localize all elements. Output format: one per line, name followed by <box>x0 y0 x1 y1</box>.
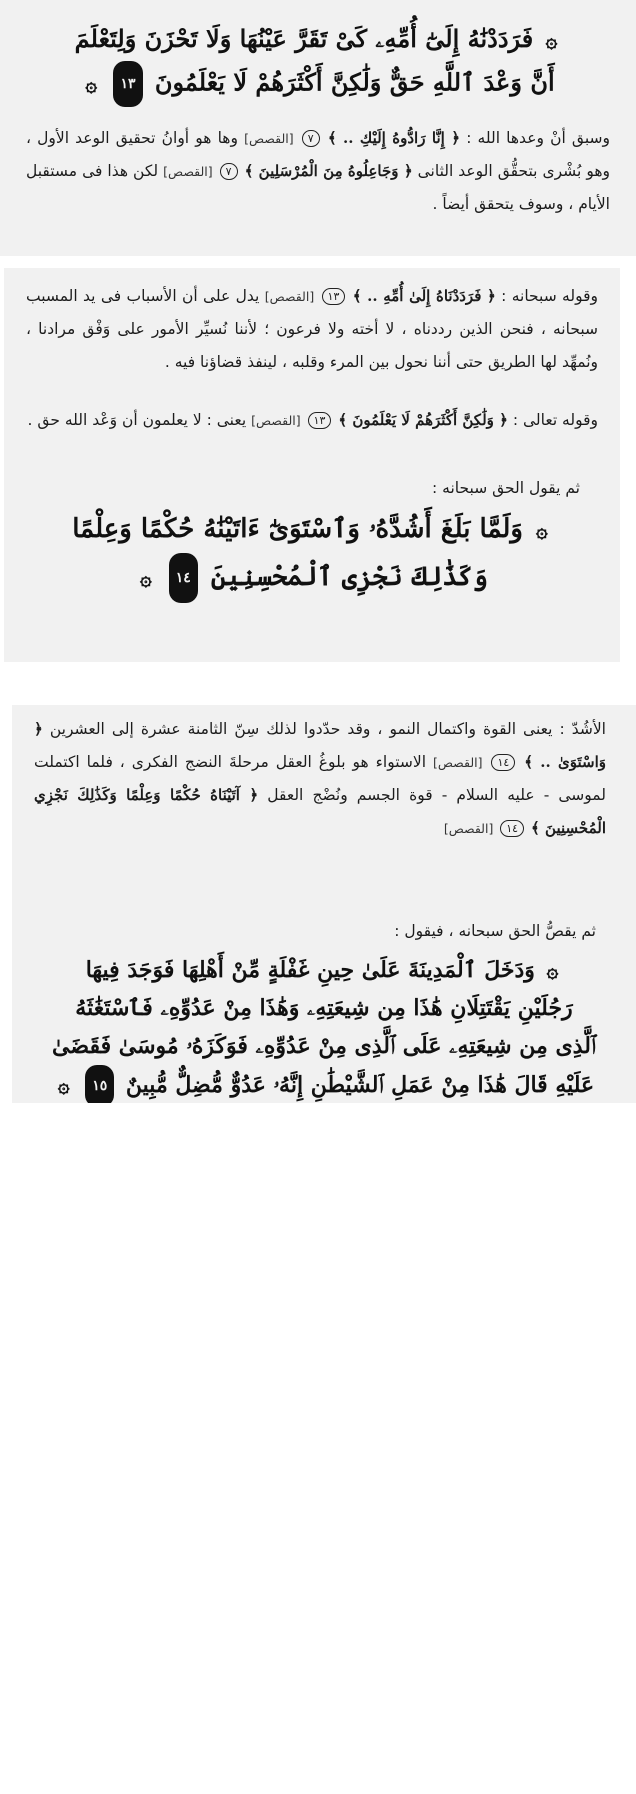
ayah-reference-number: ١٣ <box>308 412 332 429</box>
verse-line: رَجُلَيْنِ يَقْتَتِلَانِ هَٰذَا مِن شِيعَتِهِۦ وَهَٰذَا مِنْ عَدُوِّهِۦ فَٱسْتَغَٰثَهُ <box>75 995 573 1021</box>
verse-ornament-icon: ۞ <box>536 518 548 542</box>
quran-verse-14 <box>4 506 620 603</box>
commentary-paragraph <box>4 280 620 379</box>
ayah-reference-number: ٧ <box>220 163 238 180</box>
commentary-text: وقوله تعالى : <box>512 411 598 429</box>
quran-quote: ﴿ فَرَدَدْنَاهُ إِلَىٰ أُمِّهِ .. ﴾ <box>352 287 496 305</box>
ayah-number-badge: ١٣ <box>113 61 142 107</box>
commentary-text: الأشُدّ : يعنى القوة واكتمال النمو ، وقد حدّدوا لذلك سِنّ الثامنة عشرة إلى العشرين <box>49 720 606 738</box>
verse-line: وَلَمَّا بَلَغَ أَشُدَّهُۥ وَٱسْتَوَىٰٓ ءَاتَيْنَٰهُ حُكْمًا وَعِلْمًا <box>72 514 523 544</box>
commentary-text: وسبق أنْ وعدها الله : <box>466 129 610 147</box>
ayah-number-badge: ١٤ <box>169 553 198 603</box>
ayah-reference-number: ١٣ <box>322 288 346 305</box>
commentary-text: يعنى : لا يعلمون أن وَعْد الله حق . <box>27 411 247 429</box>
quran-quote: ﴿ وَاسْتَوَىٰ .. ﴾ <box>34 720 606 771</box>
verse-line: فَرَدَدْنَٰهُ إِلَىٰٓ أُمِّهِۦ كَىْ تَقَرَّ عَيْنُهَا وَلَا تَحْزَنَ وَلِتَعْلَمَ <box>74 24 534 53</box>
verse-ornament-icon: ۞ <box>545 28 558 52</box>
ayah-reference-number: ٧ <box>302 130 320 147</box>
quran-verse-15 <box>12 951 636 1103</box>
surah-reference: [القصص] <box>244 131 294 146</box>
commentary-paragraph <box>12 713 636 845</box>
commentary-text: الاستواء هو بلوغُ العقل مرحلةَ النضج الفكرى ، فلما اكتملت لموسى - عليه السلام - قوة الجسم ونُضْج العقل <box>34 753 606 804</box>
ayah-reference-number: ١٤ <box>491 754 515 771</box>
verse-line: وَدَخَلَ ٱلْمَدِينَةَ عَلَىٰ حِينِ غَفْلَةٍ مِّنْ أَهْلِهَا فَوَجَدَ فِيهَا <box>85 957 535 983</box>
verse-line: ٱلَّذِى مِن شِيعَتِهِۦ عَلَى ٱلَّذِى مِنْ عَدُوِّهِۦ فَوَكَزَهُۥ مُوسَىٰ فَقَضَىٰ <box>52 1033 596 1059</box>
surah-reference: [القصص] <box>163 164 213 179</box>
verse-ornament-icon: ۞ <box>140 566 152 590</box>
commentary-text: وقوله سبحانه : <box>501 287 598 305</box>
quran-quote: ﴿ وَجَاعِلُوهُ مِنَ الْمُرْسَلِينَ ﴾ <box>244 162 413 180</box>
scan-block-2 <box>4 268 620 662</box>
quran-verse-13 <box>0 18 636 107</box>
verse-ornament-icon: ۞ <box>85 71 98 96</box>
quran-quote: ﴿ وَلَٰكِنَّ أَكْثَرَهُمْ لَا يَعْلَمُونَ ﴾ <box>338 411 508 429</box>
ayah-reference-number: ١٤ <box>500 820 524 837</box>
ayah-number-badge: ١٥ <box>85 1065 114 1103</box>
quran-quote: ﴿ إِنَّا رَادُّوهُ إِلَيْكِ .. ﴾ <box>327 129 461 147</box>
verse-ornament-icon: ۞ <box>57 1073 70 1097</box>
verse-line: أَنَّ وَعْدَ ٱللَّهِ حَقٌّ وَلَٰكِنَّ أَكْثَرَهُمْ لَا يَعْلَمُونَ <box>154 67 555 97</box>
quran-quote: ﴿ آتَيْنَاهُ حُكْمًا وَعِلْمًا وَكَذَٰلِكَ نَجْزِي الْمُحْسِنِينَ ﴾ <box>34 786 606 837</box>
commentary-text: وها هو أوانُ تحقيق الوعد الأول ، وهو بُشْرى بتحقُّق الوعد الثانى <box>26 129 610 180</box>
scan-block-1 <box>0 0 636 256</box>
commentary-text: يدل على أن الأسباب فى يد المسبب سبحانه ، فنحن الذين رددناه ، لا أخته ولا فرعون ؛ لأننا نُسيِّر الأمور على وَفْق مرادنا ، ونُمهِّد لها الطريق حتى أننا نحول بين المرء وقلبه ، لينفذ قضاؤنا فيه . <box>26 287 598 371</box>
surah-reference: [القصص] <box>432 755 483 770</box>
surah-reference: [القصص] <box>264 289 315 304</box>
commentary-paragraph <box>0 122 636 221</box>
surah-reference: [القصص] <box>251 413 301 428</box>
surah-reference: [القصص] <box>443 821 494 836</box>
verse-ornament-icon: ۞ <box>546 958 559 982</box>
scan-block-3 <box>12 705 636 1103</box>
commentary-paragraph <box>4 404 620 437</box>
transition-sentence: ثم يقول الحق سبحانه : <box>432 479 580 497</box>
verse-line: عَلَيْهِ قَالَ هَٰذَا مِنْ عَمَلِ ٱلشَّيْطَٰنِ إِنَّهُۥ عَدُوٌّ مُّضِلٌّ مُّبِينٌ <box>125 1072 595 1098</box>
commentary-text: لكن هذا فى مستقبل الأيام ، وسوف يتحقق أيضاً . <box>26 162 610 213</box>
transition-sentence: ثم يقصُّ الحق سبحانه ، فيقول : <box>394 922 596 940</box>
verse-line: وَكَذَٰلِكَ نَجْزِى ٱلْمُحْسِنِينَ <box>210 562 488 592</box>
